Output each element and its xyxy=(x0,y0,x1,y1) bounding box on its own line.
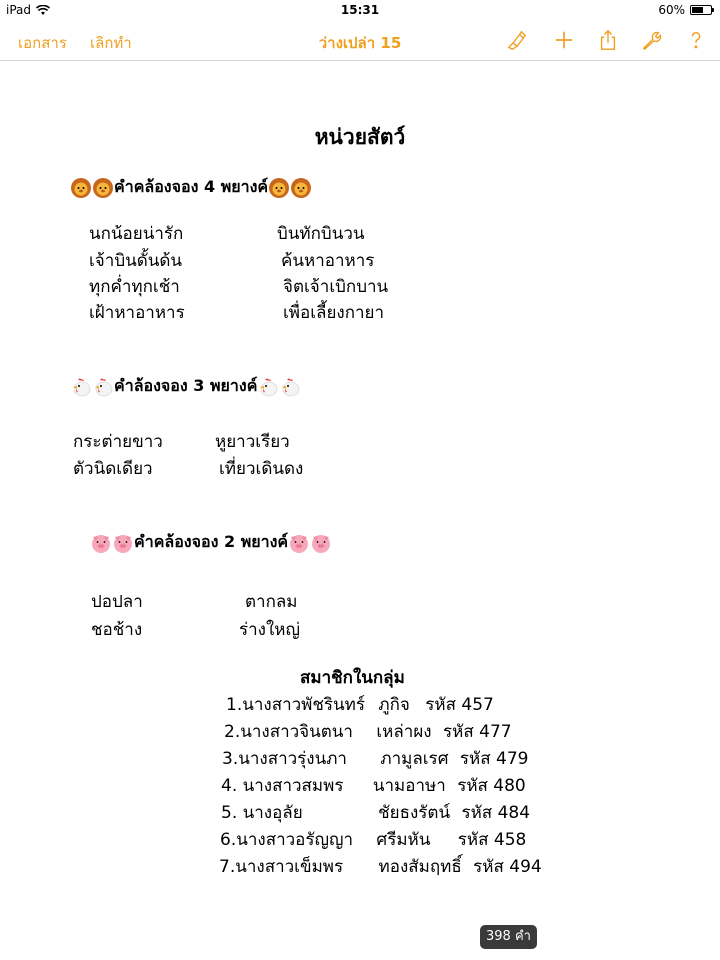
member-row xyxy=(219,853,542,880)
member-surname: ชัยธงรัตน์ xyxy=(378,803,451,823)
verse-line: นกน้อยน่ารัก xyxy=(89,224,184,244)
chicken-icon xyxy=(92,376,114,398)
chicken-icon xyxy=(70,376,92,398)
verse-line: จิตเจ้าเบิกบาน xyxy=(283,277,389,297)
pig-icon xyxy=(112,532,134,554)
member-id: รหัส 479 xyxy=(459,749,529,769)
verse-line: บินทักบินวน xyxy=(277,224,365,244)
undo-button[interactable]: เลิกทำ xyxy=(90,34,132,52)
verse-line: ตัวนิดเดียว xyxy=(73,459,153,479)
member-surname: ศรีมหัน xyxy=(376,830,431,850)
status-bar xyxy=(0,0,720,20)
section-heading-3 xyxy=(90,530,332,555)
document-title[interactable]: ว่างเปล่า 15 xyxy=(318,34,402,52)
add-icon[interactable] xyxy=(552,28,576,52)
help-icon[interactable] xyxy=(684,28,708,52)
device-name: iPad xyxy=(6,3,32,17)
verse-line: หูยาวเรียว xyxy=(215,432,290,452)
member-row xyxy=(222,745,528,772)
verse-line: เที่ยวเดินดง xyxy=(219,459,304,479)
verse-line: กระต่ายขาว xyxy=(73,432,163,452)
share-icon[interactable] xyxy=(596,28,620,52)
verse-line: ตากลม xyxy=(245,592,298,612)
member-id: รหัส 477 xyxy=(443,722,512,742)
lion-icon xyxy=(92,177,114,199)
member-name: 2.นางสาวจินตนา xyxy=(224,722,353,742)
member-name: 5. นางอุลัย xyxy=(221,803,303,823)
verse-line: ปอปลา xyxy=(91,592,143,612)
section-heading-1 xyxy=(70,175,312,200)
section-heading-text: คำล้องจอง 3 พยางค์ xyxy=(114,376,258,395)
section-heading-text: คำคล้องจอง 2 พยางค์ xyxy=(134,532,289,551)
verse-line: ค้นหาอาหาร xyxy=(281,251,375,271)
member-name: 1.นางสาวพัชรินทร์ xyxy=(226,695,365,715)
toolbar xyxy=(0,20,720,61)
member-surname: ภามูลเรศ xyxy=(380,749,449,769)
member-id: รหัส 484 xyxy=(461,803,531,823)
member-id: รหัส 457 xyxy=(425,695,494,715)
pig-icon xyxy=(310,532,332,554)
clock: 15:31 xyxy=(340,3,380,17)
battery-percent: 60% xyxy=(658,3,685,17)
section-heading-2 xyxy=(70,374,301,399)
member-name: 6.นางสาวอรัญญา xyxy=(220,830,354,850)
lion-icon xyxy=(268,177,290,199)
wrench-icon[interactable] xyxy=(640,28,664,52)
member-surname: นามอาษา xyxy=(372,776,446,796)
lion-icon xyxy=(290,177,312,199)
member-row xyxy=(224,718,512,745)
member-surname: เหล่าผง xyxy=(376,722,432,742)
member-surname: ทองสัมฤทธิ์ xyxy=(378,857,462,877)
member-id: รหัส 494 xyxy=(473,857,542,877)
chicken-icon xyxy=(279,376,301,398)
pig-icon xyxy=(288,532,310,554)
page-title: หน่วยสัตว์ xyxy=(314,125,406,149)
member-name: 4. นางสาวสมพร xyxy=(221,776,344,796)
verse-line: ทุกค่ำทุกเช้า xyxy=(89,277,180,297)
member-name: 3.นางสาวรุ่งนภา xyxy=(222,749,347,769)
section-heading-text: คำคล้องจอง 4 พยางค์ xyxy=(114,177,269,196)
status-right xyxy=(658,3,712,17)
lion-icon xyxy=(70,177,92,199)
documents-button[interactable]: เอกสาร xyxy=(18,34,67,52)
member-id: รหัส 458 xyxy=(457,830,527,850)
member-row xyxy=(220,826,526,853)
verse-line: ชอช้าง xyxy=(91,620,143,640)
paintbrush-icon[interactable] xyxy=(504,28,528,52)
member-id: รหัส 480 xyxy=(457,776,526,796)
verse-line: ร่างใหญ่ xyxy=(239,620,300,640)
member-row xyxy=(221,772,526,799)
battery-icon xyxy=(690,5,712,15)
document-body[interactable] xyxy=(0,61,720,960)
chicken-icon xyxy=(257,376,279,398)
verse-line: เฝ้าหาอาหาร xyxy=(89,303,185,323)
members-title: สมาชิกในกลุ่ม xyxy=(300,668,405,688)
member-row xyxy=(221,799,530,826)
verse-line: เจ้าบินดั้นด้น xyxy=(89,251,183,271)
member-row xyxy=(226,691,494,718)
member-surname: ภูกิจ xyxy=(378,695,410,715)
verse-line: เพื่อเลี้ยงกายา xyxy=(283,303,385,323)
member-name: 7.นางสาวเข็มพร xyxy=(219,857,344,877)
word-count-badge[interactable]: 398 คำ xyxy=(480,925,537,949)
pig-icon xyxy=(90,532,112,554)
